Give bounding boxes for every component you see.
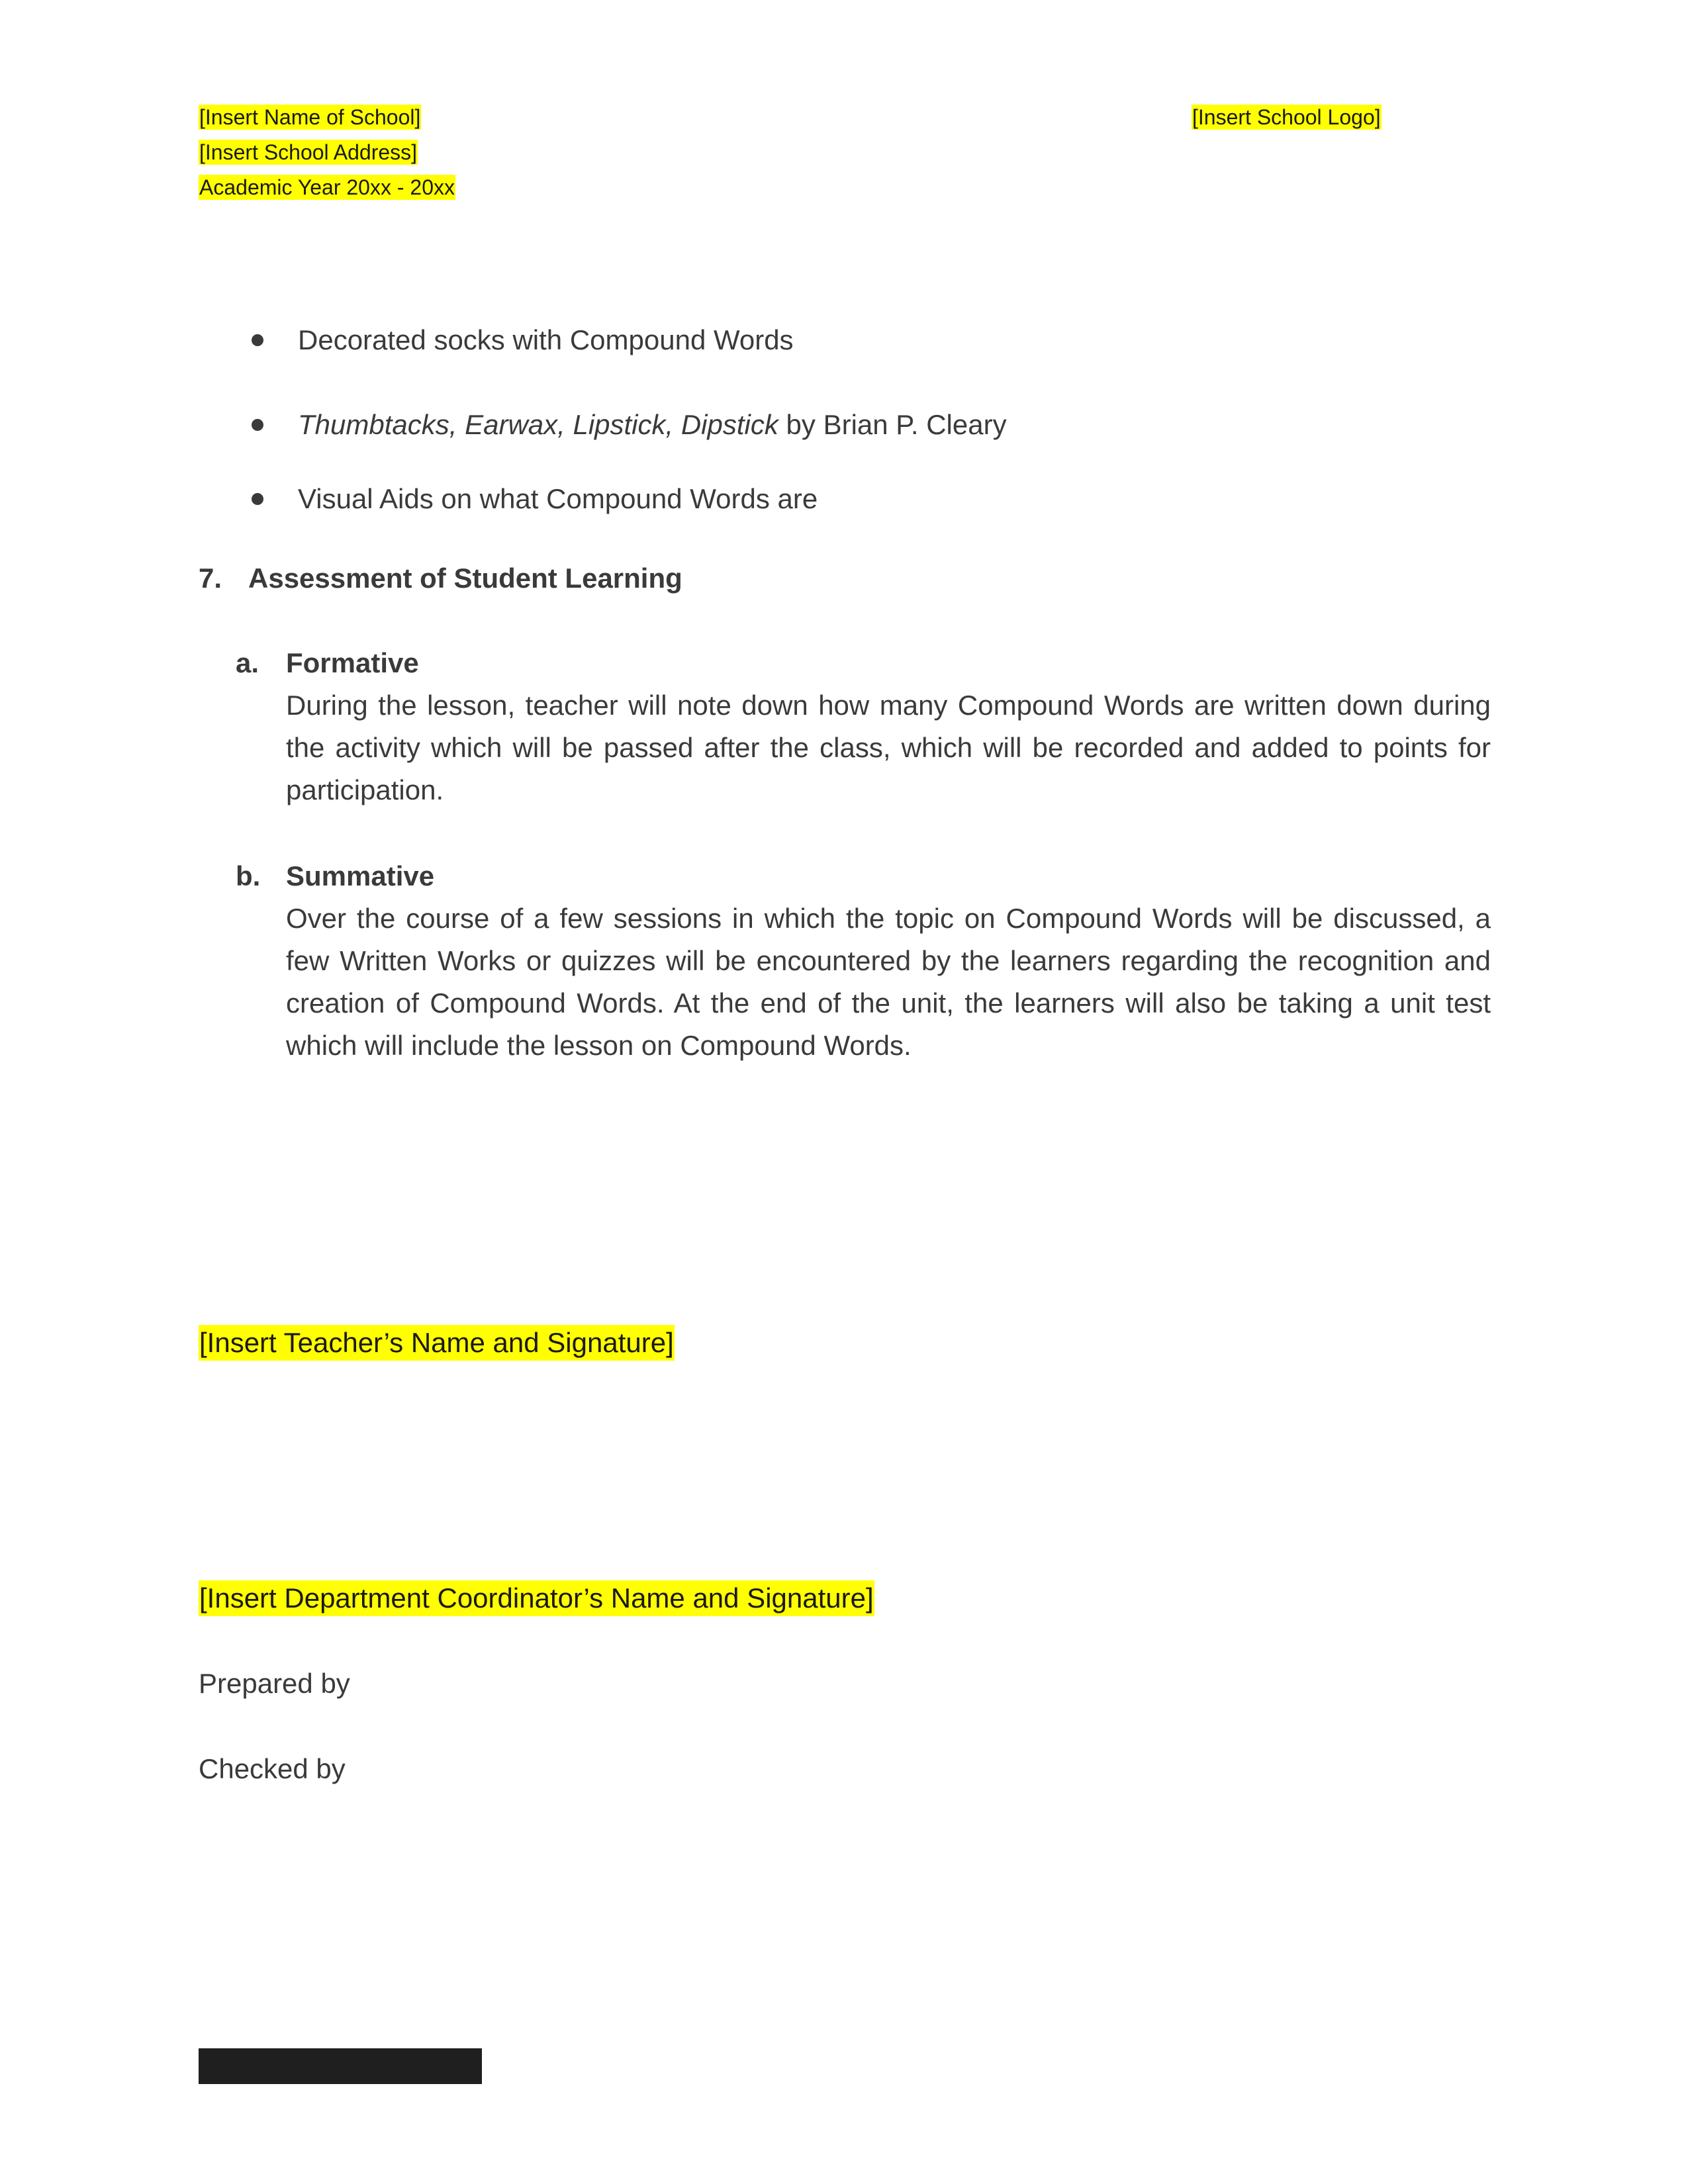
coordinator-signature-placeholder: [Insert Department Coordinator’s Name and Signature] — [199, 1580, 874, 1616]
school-name: [Insert Name of School] — [199, 105, 421, 129]
material-text — [298, 404, 1007, 446]
bullet-icon — [252, 334, 263, 346]
material-text: Visual Aids on what Compound Words are — [298, 483, 818, 514]
school-address: [Insert School Address] — [199, 140, 418, 164]
school-logo-placeholder: [Insert School Logo] — [1192, 105, 1381, 129]
summative-body: Over the course of a few sessions in which the topic on Compound Words will be discussed, a few Written Works or quizzes will be encountered by the learners regarding the recognition and creation of Compound Words. At the end of the unit, the learners will also be taking a unit test which will include the lesson on Compound Words. — [286, 903, 1491, 1061]
redaction-bar — [199, 2048, 482, 2084]
summative-marker: b. — [236, 860, 261, 891]
section-number: 7. — [199, 563, 222, 594]
checked-by-label: Checked by — [199, 1753, 346, 1784]
formative-title: Formative — [286, 647, 419, 678]
formative-marker: a. — [236, 647, 259, 678]
section-title: Assessment of Student Learning — [248, 563, 682, 594]
prepared-by-label: Prepared by — [199, 1668, 350, 1699]
formative-body: During the lesson, teacher will note down how many Compound Words are written down during the activity which will be passed after the class, which will be recorded and added to points for participation. — [286, 690, 1491, 805]
book-title: Thumbtacks, Earwax, Lipstick, Dipstick — [298, 409, 778, 440]
bullet-icon — [252, 493, 263, 505]
academic-year: Academic Year 20xx - 20xx — [199, 175, 455, 199]
summative-title: Summative — [286, 860, 435, 891]
bullet-icon — [252, 419, 263, 431]
book-author: by Brian P. Cleary — [778, 409, 1007, 440]
material-text: Decorated socks with Compound Words — [298, 324, 794, 355]
teacher-signature-placeholder: [Insert Teacher’s Name and Signature] — [199, 1325, 675, 1361]
